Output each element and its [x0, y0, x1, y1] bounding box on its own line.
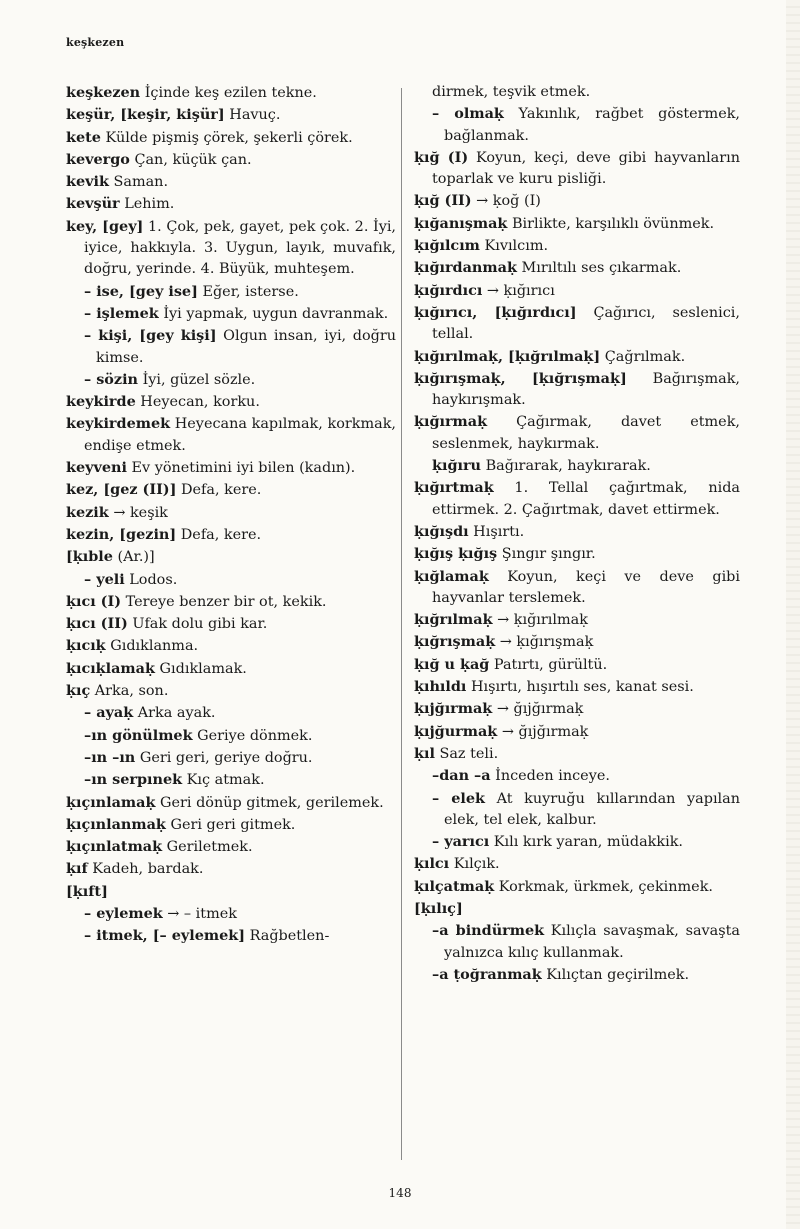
dictionary-entry [414, 82, 740, 103]
entry-headword: ḳıjğurmaḳ [414, 722, 498, 740]
entry-headword: ḳığırtmaḳ [414, 479, 494, 497]
entry-definition: dirmek, teşvik etmek. [432, 84, 591, 100]
dictionary-entry [66, 502, 396, 524]
entry-definition: Geri geri, geriye doğru. [135, 749, 313, 766]
dictionary-entry [66, 792, 396, 814]
entry-headword: – yarıcı [432, 833, 490, 851]
page-edge [786, 0, 800, 1229]
dictionary-entry [66, 104, 396, 126]
entry-definition: İnceden inceye. [490, 768, 610, 785]
entry-definition: Yakınlık, rağbet göstermek, bağlanmak. [444, 106, 741, 144]
entry-definition: Birlikte, karşılıklı övünmek. [507, 215, 715, 232]
dictionary-entry [66, 413, 396, 457]
entry-headword: – elek [432, 789, 485, 807]
entry-headword: –a bindürmek [432, 922, 545, 940]
entry-definition: → ḳığırıcı [482, 282, 555, 299]
dictionary-entry [414, 964, 740, 986]
entry-headword: kezin, [gezin] [66, 525, 177, 543]
dictionary-entry [414, 213, 740, 235]
dictionary-entry [414, 103, 740, 147]
dictionary-entry [66, 325, 396, 369]
entry-definition: Saz teli. [434, 745, 499, 762]
entry-headword: ḳığırdıcı [414, 281, 483, 299]
entry-headword: ḳığırılmaḳ, [ḳığrılmaḳ] [414, 347, 601, 365]
entry-definition: Defa, kere. [176, 482, 262, 499]
entry-definition: Lodos. [124, 571, 178, 588]
entry-headword: keyveni [66, 459, 127, 477]
dictionary-entry [414, 743, 740, 765]
dictionary-entry [66, 82, 396, 104]
entry-definition: Heyecana kapılmak, korkmak, endişe etmek. [84, 416, 396, 454]
entry-definition: Eğer, isterse. [197, 283, 299, 300]
dictionary-entry [414, 631, 740, 653]
dictionary-entry [414, 302, 740, 346]
entry-definition: Kıvılcım. [479, 238, 549, 255]
entry-definition: Patırtı, gürültü. [489, 656, 608, 673]
dictionary-entry [66, 747, 396, 769]
dictionary-entry [414, 920, 740, 964]
entry-definition: Arka, son. [90, 683, 169, 700]
entry-headword: kevik [66, 173, 109, 191]
dictionary-entry [414, 257, 740, 279]
entry-definition: Hışırtı. [468, 523, 525, 540]
entry-headword: keykirdemek [66, 415, 171, 433]
entry-definition: (Ar.)] [112, 549, 155, 566]
left-column [66, 82, 396, 948]
entry-headword: – ise, [gey ise] [84, 282, 198, 300]
dictionary-entry [66, 925, 396, 947]
entry-headword: ḳığrışmaḳ [414, 633, 496, 651]
entry-headword: –dan –a [432, 767, 491, 785]
entry-definition: Bağırarak, haykırarak. [481, 458, 651, 475]
dictionary-entry [66, 635, 396, 657]
entry-headword: keşür, [keşir, kişür] [66, 106, 225, 124]
dictionary-entry [66, 149, 396, 171]
entry-headword: ḳıcıḳlamaḳ [66, 659, 155, 677]
entry-definition: Tereye benzer bir ot, kekik. [121, 593, 327, 610]
dictionary-entry [66, 546, 396, 568]
entry-headword: ḳıf [66, 860, 88, 878]
entry-headword: –ın –ın [84, 748, 136, 766]
dictionary-entry [66, 680, 396, 702]
entry-headword: ḳığrılmaḳ [414, 611, 493, 629]
dictionary-entry [66, 591, 396, 613]
dictionary-entry [66, 613, 396, 635]
entry-headword: ḳığ (II) [414, 192, 472, 210]
entry-definition: Arka ayak. [133, 705, 216, 722]
entry-definition: At kuyruğu kıllarından yapılan elek, tel elek, kalbur. [444, 790, 740, 828]
entry-definition: Çağırmak, davet etmek, seslenmek, haykırmak. [432, 414, 740, 452]
entry-definition: → ğıjğırmaḳ [497, 723, 589, 740]
dictionary-entry [66, 725, 396, 747]
entry-definition: Külde pişmiş çörek, şekerli çörek. [100, 129, 353, 146]
entry-definition: 1. Çok, pek, gayet, pek çok. 2. İyi, iyice, hakkıyla. 3. Uygun, layık, muvafık, doğru, yerinde. 4. Büyük, muhteşem. [84, 218, 396, 278]
dictionary-entry [66, 127, 396, 149]
dictionary-entry [414, 346, 740, 368]
entry-headword: ḳığış ḳığış [414, 545, 498, 563]
entry-definition: Havuç. [224, 107, 281, 124]
entry-definition: Geri geri gitmek. [165, 816, 296, 833]
entry-headword: ḳığırdanmaḳ [414, 259, 517, 277]
dictionary-entry [414, 411, 740, 455]
entry-definition: Çağrılmak. [600, 348, 686, 365]
dictionary-entry [66, 836, 396, 858]
entry-headword: [ḳıble [66, 548, 113, 566]
dictionary-entry [66, 171, 396, 193]
entry-definition: İyi yapmak, uygun davranmak. [158, 305, 389, 322]
entry-headword: ḳığ u ḳağ [414, 655, 490, 673]
entry-definition: Geri dönüp gitmek, gerilemek. [155, 794, 384, 811]
dictionary-entry [414, 721, 740, 743]
entry-definition: Olgun insan, iyi, doğru kimse. [96, 328, 396, 366]
dictionary-entry [414, 698, 740, 720]
dictionary-entry [66, 524, 396, 546]
dictionary-entry [66, 303, 396, 325]
dictionary-entry [66, 569, 396, 591]
entry-definition: → ḳığırışmaḳ [495, 634, 594, 651]
entry-definition: → – itmek [162, 905, 237, 922]
entry-definition: Rağbetlen- [245, 928, 330, 945]
dictionary-entry [414, 521, 740, 543]
entry-headword: ḳığırıcı, [ḳığırdıcı] [414, 303, 577, 321]
entry-headword: – yeli [84, 570, 125, 588]
entry-definition: Koyun, keçi ve deve gibi hayvanlar terslemek. [432, 568, 740, 606]
entry-definition: İçinde keş ezilen tekne. [140, 85, 317, 101]
dictionary-entry [414, 455, 740, 477]
dictionary-entry [66, 903, 396, 925]
entry-definition: → keşik [108, 504, 168, 521]
entry-definition: İyi, güzel sözle. [138, 371, 256, 388]
dictionary-entry [414, 235, 740, 257]
entry-headword: – işlemek [84, 304, 159, 322]
entry-headword: kez, [gez (II)] [66, 481, 177, 499]
dictionary-entry [414, 147, 740, 191]
dictionary-entry [66, 457, 396, 479]
entry-headword: ḳıcıḳ [66, 637, 106, 655]
entry-definition: Kıç atmak. [182, 772, 265, 789]
entry-headword: kete [66, 128, 101, 146]
dictionary-entry [66, 769, 396, 791]
entry-definition: Çağırıcı, seslenici, tellal. [432, 304, 740, 343]
dictionary-entry [414, 368, 740, 412]
entry-headword: – sözin [84, 370, 139, 388]
entry-definition: Geriye dönmek. [192, 727, 313, 744]
dictionary-entry [66, 858, 396, 880]
running-head: keşkezen [66, 36, 125, 49]
entry-headword: ḳıçınlanmaḳ [66, 815, 166, 833]
dictionary-entry [414, 477, 740, 521]
entry-definition: Kılıçtan geçirilmek. [541, 966, 690, 983]
entry-headword: ḳıçınlatmaḳ [66, 838, 163, 856]
entry-headword: – itmek, [– eylemek] [84, 927, 246, 945]
entry-headword: ḳığırmaḳ [414, 413, 488, 431]
entry-definition: Kılıçla savaşmak, savaşta yalnızca kılıç kullanmak. [444, 923, 740, 961]
entry-headword: – kişi, [gey kişi] [84, 327, 217, 345]
entry-headword: ḳığıru [432, 457, 482, 475]
dictionary-entry [66, 281, 396, 303]
dictionary-entry [414, 876, 740, 898]
dictionary-entry [66, 881, 396, 903]
dictionary-entry [66, 814, 396, 836]
entry-definition: Çan, küçük çan. [129, 151, 252, 168]
entry-headword: kevşür [66, 195, 120, 213]
entry-definition: Heyecan, korku. [135, 394, 260, 411]
entry-headword: ḳığ (I) [414, 148, 469, 166]
entry-headword: ḳıl [414, 744, 435, 762]
entry-headword: [ḳılıç] [414, 899, 463, 917]
column-divider [401, 88, 402, 1160]
entry-headword: – olmaḳ [432, 105, 504, 123]
entry-definition: Lehim. [119, 196, 175, 213]
entry-headword: ḳıjğırmaḳ [414, 700, 493, 718]
entry-definition: Şıngır şıngır. [497, 546, 596, 563]
entry-headword: ḳılcı [414, 855, 450, 873]
entry-definition: Ev yönetimini iyi bilen (kadın). [126, 460, 356, 477]
entry-headword: ḳığlamaḳ [414, 567, 489, 585]
entry-headword: ḳığırışmaḳ, [ḳığrışmaḳ] [414, 369, 627, 387]
entry-definition: Gıdıklamak. [154, 660, 247, 677]
entry-headword: key, [gey] [66, 217, 144, 235]
entry-definition: 1. Tellal çağırtmak, nida ettirmek. 2. Çağırtmak, davet ettirmek. [432, 480, 740, 518]
entry-definition: Bağırışmak, haykırışmak. [432, 370, 741, 409]
entry-headword: ḳıç [66, 682, 91, 700]
dictionary-entry [414, 654, 740, 676]
entry-headword: –ın serpınek [84, 771, 183, 789]
entry-headword: ḳıcı (II) [66, 615, 128, 633]
entry-definition: Korkmak, ürkmek, çekinmek. [494, 878, 713, 895]
entry-headword: ḳılçatmaḳ [414, 877, 495, 895]
dictionary-entry [414, 788, 740, 832]
entry-headword: ḳığanışmaḳ [414, 214, 508, 232]
entry-definition: → ḳığırılmaḳ [492, 612, 588, 629]
dictionary-entry [66, 193, 396, 215]
entry-headword: [ḳıft] [66, 882, 108, 900]
entry-definition: Kadeh, bardak. [87, 861, 204, 878]
entry-definition: Kılçık. [449, 856, 500, 873]
dictionary-entry [414, 566, 740, 610]
entry-headword: kezik [66, 503, 109, 521]
entry-headword: ḳığışdı [414, 522, 469, 540]
dictionary-entry [66, 702, 396, 724]
dictionary-entry [414, 543, 740, 565]
entry-headword: – ayaḳ [84, 704, 134, 722]
entry-headword: kevergo [66, 150, 130, 168]
dictionary-entry [414, 190, 740, 212]
dictionary-entry [414, 676, 740, 698]
entry-headword: ḳıcı (I) [66, 592, 122, 610]
entry-definition: Defa, kere. [176, 526, 262, 543]
entry-definition: Geriletmek. [162, 839, 253, 856]
dictionary-entry [414, 853, 740, 875]
entry-headword: –ın gönülmek [84, 726, 193, 744]
entry-definition: Saman. [108, 174, 169, 191]
entry-headword: keşkezen [66, 84, 141, 101]
dictionary-entry [414, 609, 740, 631]
entry-headword: –a ṭoğranmaḳ [432, 965, 542, 983]
dictionary-entry [66, 216, 396, 281]
dictionary-entry [66, 658, 396, 680]
entry-headword: ḳığılcım [414, 237, 480, 255]
page-number: 148 [388, 1186, 412, 1200]
entry-definition: → ḳoğ (I) [471, 193, 541, 210]
right-column [414, 82, 740, 986]
entry-definition: Koyun, keçi, deve gibi hayvanların toparlak ve kuru pisliği. [432, 149, 740, 188]
dictionary-entry [414, 765, 740, 787]
entry-definition: Ufak dolu gibi kar. [127, 616, 268, 633]
dictionary-entry [414, 831, 740, 853]
dictionary-entry [414, 898, 740, 920]
entry-headword: – eylemek [84, 904, 163, 922]
dictionary-entry [66, 391, 396, 413]
entry-definition: Mırıltılı ses çıkarmak. [516, 260, 682, 277]
dictionary-entry [414, 280, 740, 302]
entry-definition: Gıdıklanma. [105, 638, 199, 655]
entry-headword: keykirde [66, 393, 136, 411]
entry-definition: Kılı kırk yaran, müdakkik. [489, 834, 684, 851]
entry-definition: → ğıjğırmaḳ [492, 701, 584, 718]
dictionary-entry [66, 479, 396, 501]
entry-definition: Hışırtı, hışırtılı ses, kanat sesi. [466, 679, 694, 696]
entry-headword: ḳıçınlamaḳ [66, 793, 156, 811]
entry-headword: ḳıhıldı [414, 678, 467, 696]
dictionary-entry [66, 369, 396, 391]
